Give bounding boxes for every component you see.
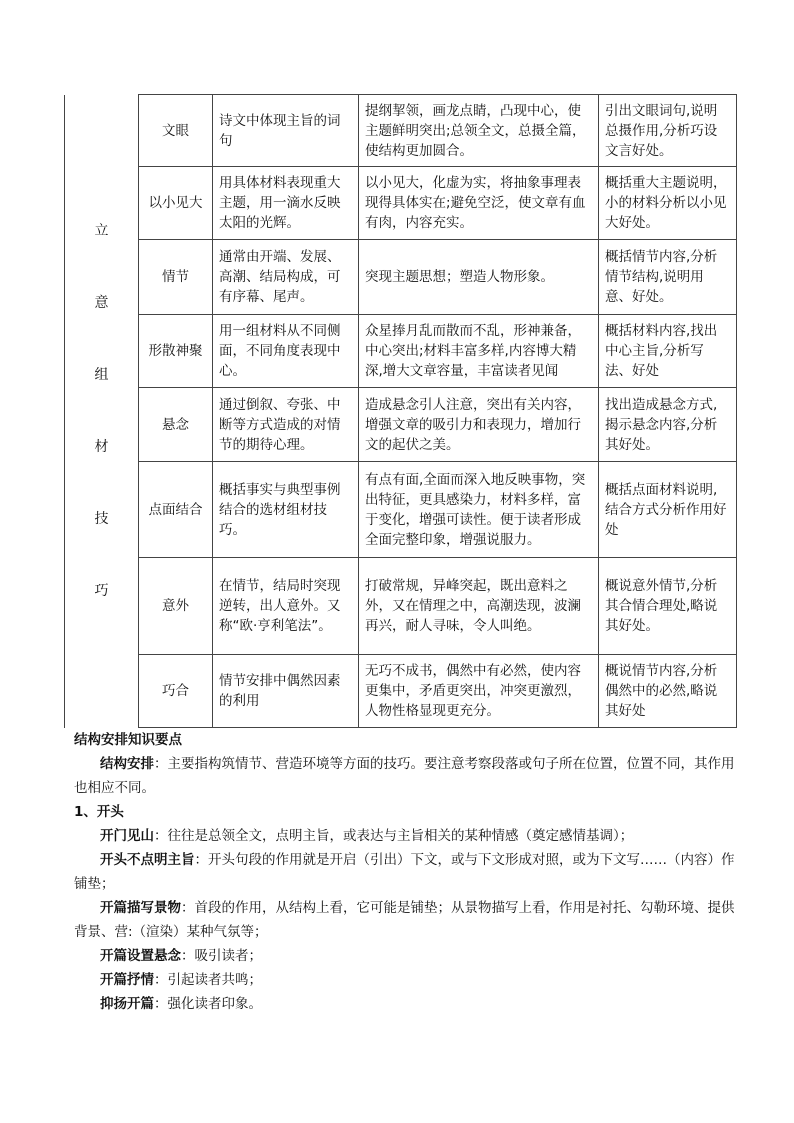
opening-item (74, 896, 736, 944)
table-row (65, 315, 737, 388)
technique-effect: 以小见大，化虚为实，将抽象事理表现得具体实在;避免空泛，使文章有血有肉，内容充实。 (359, 167, 599, 240)
answer-method: 概括材料内容,找出中心主旨,分析写法、好处 (599, 315, 737, 388)
table-row (65, 240, 737, 315)
table-row (65, 558, 737, 655)
section-heading: 结构安排知识要点 (74, 732, 182, 748)
technique-definition: 通过倒叙、夸张、中断等方式造成的对情节的期待心理。 (213, 388, 359, 462)
opening-item (74, 992, 736, 1016)
technique-name: 悬念 (139, 388, 213, 462)
technique-name: 文眼 (139, 95, 213, 167)
technique-effect: 造成悬念引人注意，突出有关内容，增强文章的吸引力和表现力，增加行文的起伏之美。 (359, 388, 599, 462)
item-label: 开篇抒情 (100, 972, 154, 988)
technique-definition: 用具体材料表现重大主题，用一滴水反映太阳的光辉。 (213, 167, 359, 240)
technique-name: 巧合 (139, 655, 213, 728)
intro-paragraph (74, 752, 736, 800)
item-label: 开头不点明主旨 (100, 852, 195, 868)
sub-heading: 1、开头 (74, 804, 124, 820)
item-label: 抑扬开篇 (100, 996, 154, 1012)
item-text: ：开头句段的作用就是开启（引出）下文，或与下文形成对照，或为下文写……（内容）作铺垫； (74, 852, 735, 892)
intro-text: ：主要指构筑情节、营造环境等方面的技巧。要注意考察段落或句子所在位置，位置不同，其作用也相应不同。 (74, 756, 735, 796)
table-row (65, 388, 737, 462)
technique-table (64, 94, 737, 728)
opening-item (74, 824, 736, 848)
technique-name: 情节 (139, 240, 213, 315)
table-row (65, 462, 737, 558)
technique-definition: 用一组材料从不同侧面，不同角度表现中心。 (213, 315, 359, 388)
answer-method: 概括情节内容,分析情节结构,说明用意、好处。 (599, 240, 737, 315)
technique-definition: 在情节，结局时突现逆转，出人意外。又称“欧·亨利笔法”。 (213, 558, 359, 655)
side-char: 技 (94, 511, 109, 527)
technique-name: 以小见大 (139, 167, 213, 240)
answer-method: 概说情节内容,分析偶然中的必然,略说其好处 (599, 655, 737, 728)
intro-label: 结构安排 (100, 756, 154, 772)
item-text: ：吸引读者； (181, 948, 262, 964)
item-text: ：引起读者共鸣； (154, 972, 262, 988)
table-row (65, 655, 737, 728)
item-label: 开门见山 (100, 828, 154, 844)
side-char: 材 (94, 439, 109, 455)
side-char: 巧 (94, 583, 109, 599)
answer-method: 找出造成悬念方式,揭示悬念内容,分析其好处。 (599, 388, 737, 462)
technique-effect: 打破常规，异峰突起，既出意料之外，又在情理之中，高潮迭现，波澜再兴，耐人寻味，令人叫绝。 (359, 558, 599, 655)
technique-definition: 诗文中体现主旨的词句 (213, 95, 359, 167)
item-text: ：强化读者印象。 (154, 996, 262, 1012)
side-label (65, 95, 139, 728)
item-label: 开篇描写景物 (100, 900, 181, 916)
item-text: ：首段的作用，从结构上看，它可能是铺垫；从景物描写上看，作用是衬托、勾勒环境、提供背景、营:（渲染）某种气氛等； (74, 900, 735, 940)
technique-name: 形散神聚 (139, 315, 213, 388)
opening-item (74, 968, 736, 992)
technique-effect: 有点有面,全面而深入地反映事物，突出特征，更具感染力，材料多样，富于变化，增强可读性。便于读者形成全面完整印象，增强说服力。 (359, 462, 599, 558)
answer-method: 概说意外情节,分析其合情合理处,略说其好处。 (599, 558, 737, 655)
side-char: 组 (94, 367, 109, 383)
technique-definition: 通常由开端、发展、高潮、结局构成，可有序幕、尾声。 (213, 240, 359, 315)
opening-item (74, 848, 736, 896)
answer-method: 概括重大主题说明，小的材料分析以小见大好处。 (599, 167, 737, 240)
answer-method: 概括点面材料说明,结合方式分析作用好处 (599, 462, 737, 558)
technique-effect: 突现主题思想；塑造人物形象。 (359, 240, 599, 315)
table-row (65, 95, 737, 167)
item-label: 开篇设置悬念 (100, 948, 181, 964)
side-char: 意 (94, 295, 109, 311)
answer-method: 引出文眼词句,说明总摄作用,分析巧设文言好处。 (599, 95, 737, 167)
technique-effect: 无巧不成书，偶然中有必然，使内容更集中，矛盾更突出，冲突更激烈，人物性格显现更充分。 (359, 655, 599, 728)
item-text: ：往往是总领全文，点明主旨，或表达与主旨相关的某种情感（奠定感情基调）； (154, 828, 634, 844)
technique-name: 意外 (139, 558, 213, 655)
opening-item (74, 944, 736, 968)
technique-effect: 提纲挈领，画龙点睛，凸现中心，使主题鲜明突出;总领全文，总摄全篇，使结构更加圆合。 (359, 95, 599, 167)
technique-name: 点面结合 (139, 462, 213, 558)
technique-definition: 概括事实与典型事例结合的选材组材技巧。 (213, 462, 359, 558)
technique-definition: 情节安排中偶然因素的利用 (213, 655, 359, 728)
side-char: 立 (94, 223, 109, 239)
technique-effect: 众星捧月乱而散而不乱，形神兼备，中心突出;材料丰富多样,内容博大精深,增大文章容量，丰富读者见闻 (359, 315, 599, 388)
table-row (65, 167, 737, 240)
